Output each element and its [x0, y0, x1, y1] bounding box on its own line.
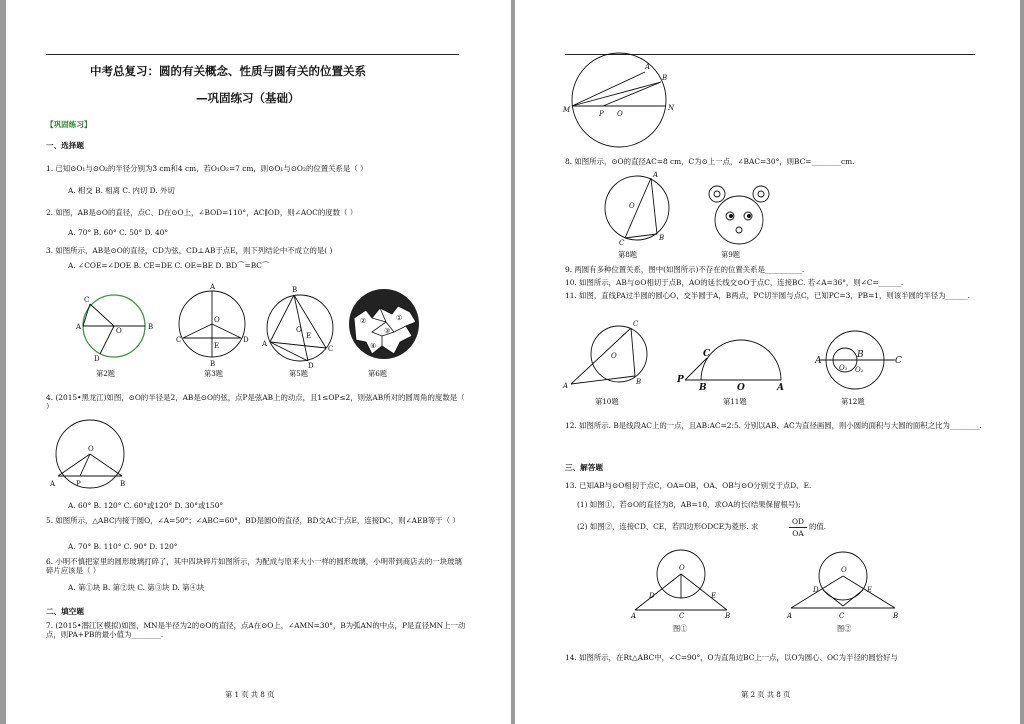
page-2 [515, 0, 1020, 724]
svg-text:B: B [636, 378, 642, 386]
svg-text:B: B [120, 480, 126, 488]
svg-text:①: ① [396, 314, 403, 322]
header-rule [46, 54, 459, 55]
svg-text:C: C [328, 345, 334, 353]
question-1-options: A. 相交 B. 相离 C. 内切 D. 外切 [68, 186, 175, 195]
svg-text:E: E [214, 342, 220, 350]
svg-text:E: E [306, 332, 312, 340]
question-9: 9. 两圆有多种位置关系，图中(如图所示)不存在的位置关系是__________. [565, 265, 805, 274]
question-6: 6. 小明不慎把家里的圆形玻璃打碎了，其中四块碎片如图所示，为配成与原来大小一样的圆形玻璃，小明带到商店去的一块玻璃碎片应该是（ ） [46, 557, 462, 575]
question-3-options: A. ∠COE=∠DOE B. CE=DE C. OE=BE D. BD⌒=BC⌒ [68, 261, 270, 270]
svg-text:B: B [210, 360, 216, 368]
svg-text:C: C [895, 356, 902, 366]
fraction-denominator: OA [792, 529, 804, 538]
svg-text:A: A [76, 323, 82, 331]
svg-text:C: C [703, 349, 711, 359]
svg-text:A: A [645, 63, 651, 71]
svg-text:O: O [88, 445, 94, 453]
svg-text:A: A [50, 480, 56, 488]
figure-label-q5: 第5题 [289, 369, 308, 378]
svg-text:B: B [699, 383, 707, 393]
question-10: 10. 如图所示，AB与⊙O相切于点B，AO的延长线交⊙O于点C，连接BC. 若∠A=36°，则∠C=______. [565, 278, 904, 287]
svg-text:O: O [841, 566, 847, 574]
svg-text:C: C [679, 612, 685, 620]
figure-q6 [346, 288, 424, 362]
page-footer: 第 2 页 共 8 页 [741, 690, 791, 699]
question-8: 8. 如图所示，⊙O的直径AC=8 cm，C为⊙上一点，∠BAC=30°，则BC=________cm. [565, 157, 855, 166]
svg-text:O: O [214, 316, 220, 324]
figure-label-13-2: 图② [837, 624, 852, 633]
fraction-numerator: OD [792, 517, 804, 526]
question-14: 14. 如图所示，在Rt△ABC中，∠C=90°，O为直角边BC上一点，以O为圆心、OC为半径的圆恰好与 [565, 653, 898, 662]
svg-text:B: B [662, 74, 668, 82]
question-4: 4. (2015•黑龙江)如图，⊙O的半径是2，AB是⊙O的弦，点P是弦AB上的动点，且1≤OP≤2，则弦AB所对的圆周角的度数是（ ） [46, 393, 465, 411]
figure-q4 [50, 420, 130, 492]
svg-text:D: D [813, 586, 819, 594]
svg-text:E: E [711, 592, 717, 600]
question-11: 11. 如图，直线PA过半圆的圆心O，交半圆于A，B两点，PC切半圆与点C，已知PC=3，PB=1，则该半圆的半径为______. [565, 291, 971, 300]
fraction-bar [789, 527, 807, 528]
svg-text:B: B [893, 612, 899, 620]
svg-text:B: B [148, 323, 154, 331]
svg-text:O₂: O₂ [855, 366, 864, 374]
svg-text:C: C [633, 320, 639, 328]
figure-q10 [563, 320, 661, 392]
svg-text:A: A [631, 612, 637, 620]
svg-text:P: P [599, 110, 604, 118]
svg-text:A: A [563, 382, 569, 390]
svg-text:P: P [677, 375, 684, 385]
question-3: 3. 如图所示，AB是⊙O的直径，CD为弦，CD⊥AB于点E，则下列结论中不成立的是( ) [46, 246, 333, 255]
section-heading-answer: 三、解答题 [565, 463, 603, 472]
figure-q9 [707, 182, 771, 248]
question-5: 5. 如图所示，△ABC内接于圆O，∠A=50°；∠ABC=60°，BD是圆O的直径，BD交AC于点E，连接DC，则∠AEB等于（ ） [46, 516, 460, 525]
figure-q2 [70, 288, 158, 363]
svg-text:O: O [629, 202, 635, 210]
question-13: 13. 已知AB与⊙O相切于点C，OA=OB，OA、OB与⊙O分别交于点D、E. [565, 481, 812, 490]
question-5-options: A. 70° B. 110° C. 90° D. 120° [68, 542, 178, 551]
section-heading-choice: 一、选择题 [46, 141, 84, 150]
figure-q11 [677, 330, 785, 393]
question-6-options: A. 第①块 B. 第②块 C. 第③块 D. 第④块 [68, 583, 205, 592]
figure-label-q8: 第8题 [618, 250, 637, 259]
svg-text:O: O [116, 327, 122, 335]
svg-text:M: M [563, 106, 571, 114]
svg-text:O: O [296, 326, 302, 334]
svg-text:B: B [857, 350, 864, 360]
section-heading-fill: 二、填空题 [46, 607, 84, 616]
svg-text:O₁: O₁ [839, 364, 848, 372]
section-tag: 【巩固练习】 [46, 120, 92, 129]
header-rule [565, 54, 975, 55]
doc-subtitle: —巩固练习（基础） [196, 91, 300, 105]
svg-text:N: N [668, 104, 675, 112]
question-2: 2. 如图，AB是⊙O的直径，点C、D在⊙O上，∠BOD=110°，AC∥OD，则∠AOC的度数（ ） [46, 208, 358, 217]
svg-text:B: B [659, 234, 665, 242]
svg-text:A: A [777, 383, 784, 393]
figure-label-q10: 第10题 [595, 397, 619, 406]
svg-text:C: C [839, 612, 845, 620]
question-4-options: A. 60° B. 120° C. 60°或120° D. 30°或150° [68, 501, 224, 510]
svg-text:O: O [737, 383, 745, 393]
svg-text:A: A [653, 171, 659, 179]
svg-text:B: B [292, 286, 298, 294]
svg-text:O: O [679, 564, 685, 572]
svg-text:C: C [176, 336, 182, 344]
svg-text:E: E [867, 586, 873, 594]
svg-text:A: A [210, 283, 216, 291]
question-1: 1. 已知⊙O₁与⊙O₂的半径分别为3 cm和4 cm，若O₁O₂=7 cm，则⊙O₁与⊙O₂的位置关系是（ ） [46, 164, 368, 173]
svg-text:D: D [308, 362, 314, 370]
page-1 [6, 0, 511, 724]
svg-text:D: D [94, 355, 100, 363]
svg-text:C: C [84, 296, 90, 304]
svg-text:B: B [725, 612, 731, 620]
svg-text:O: O [611, 352, 617, 360]
figure-label-q9: 第9题 [721, 250, 740, 259]
page-footer: 第 1 页 共 8 页 [225, 690, 275, 699]
svg-text:②: ② [360, 317, 367, 325]
figure-label-13-1: 图① [673, 624, 688, 633]
figure-q8 [603, 168, 675, 248]
figure-q13-1 [631, 546, 733, 620]
figure-label-q12: 第12题 [841, 397, 865, 406]
doc-title: 中考总复习：圆的有关概念、性质与圆有关的位置关系 [90, 64, 366, 78]
figure-q3 [174, 283, 250, 368]
question-2-options: A. 70° B. 60° C. 50° D. 40° [68, 228, 169, 237]
question-7: 7. (2015•潜江区模拟)如图，MN是半径为2的⊙O的直径，点A在⊙O上，∠AMN=30°，B为弧AN的中点，P是直径MN上一动点，则PA+PB的最小值为________. [46, 621, 466, 639]
svg-text:P: P [76, 480, 81, 488]
figure-q5 [262, 286, 340, 370]
figure-q7 [563, 63, 675, 120]
svg-text:③: ③ [384, 327, 391, 335]
question-13-part-2-end: 的值. [809, 522, 827, 531]
svg-text:O: O [617, 110, 623, 118]
question-13-part-1: (1) 如图①，若⊙O的直径为8，AB=10，求OA的长(结果保留根号); [577, 500, 801, 509]
figure-label-q3: 第3题 [204, 369, 223, 378]
figure-label-q2: 第2题 [96, 369, 115, 378]
svg-text:A: A [787, 612, 793, 620]
svg-text:A: A [815, 356, 822, 366]
svg-text:D: D [649, 592, 655, 600]
figure-q13-2 [787, 546, 899, 620]
svg-text:D: D [243, 336, 249, 344]
svg-text:④: ④ [370, 342, 377, 350]
svg-text:C: C [619, 239, 625, 247]
figure-label-q6: 第6题 [368, 369, 387, 378]
figure-label-q11: 第11题 [723, 397, 747, 406]
figure-q12 [815, 330, 901, 390]
svg-text:A: A [262, 340, 268, 348]
question-12: 12. 如图所示. B是线段AC上的一点，且AB:AC=2:5. 分别以AB、AC为直径画圆，则小圆的面积与大圆的面积之比为________. [565, 421, 982, 430]
question-13-part-2: (2) 如图②，连接CD、CE，若四边形ODCE为菱形. 求 [577, 522, 759, 531]
